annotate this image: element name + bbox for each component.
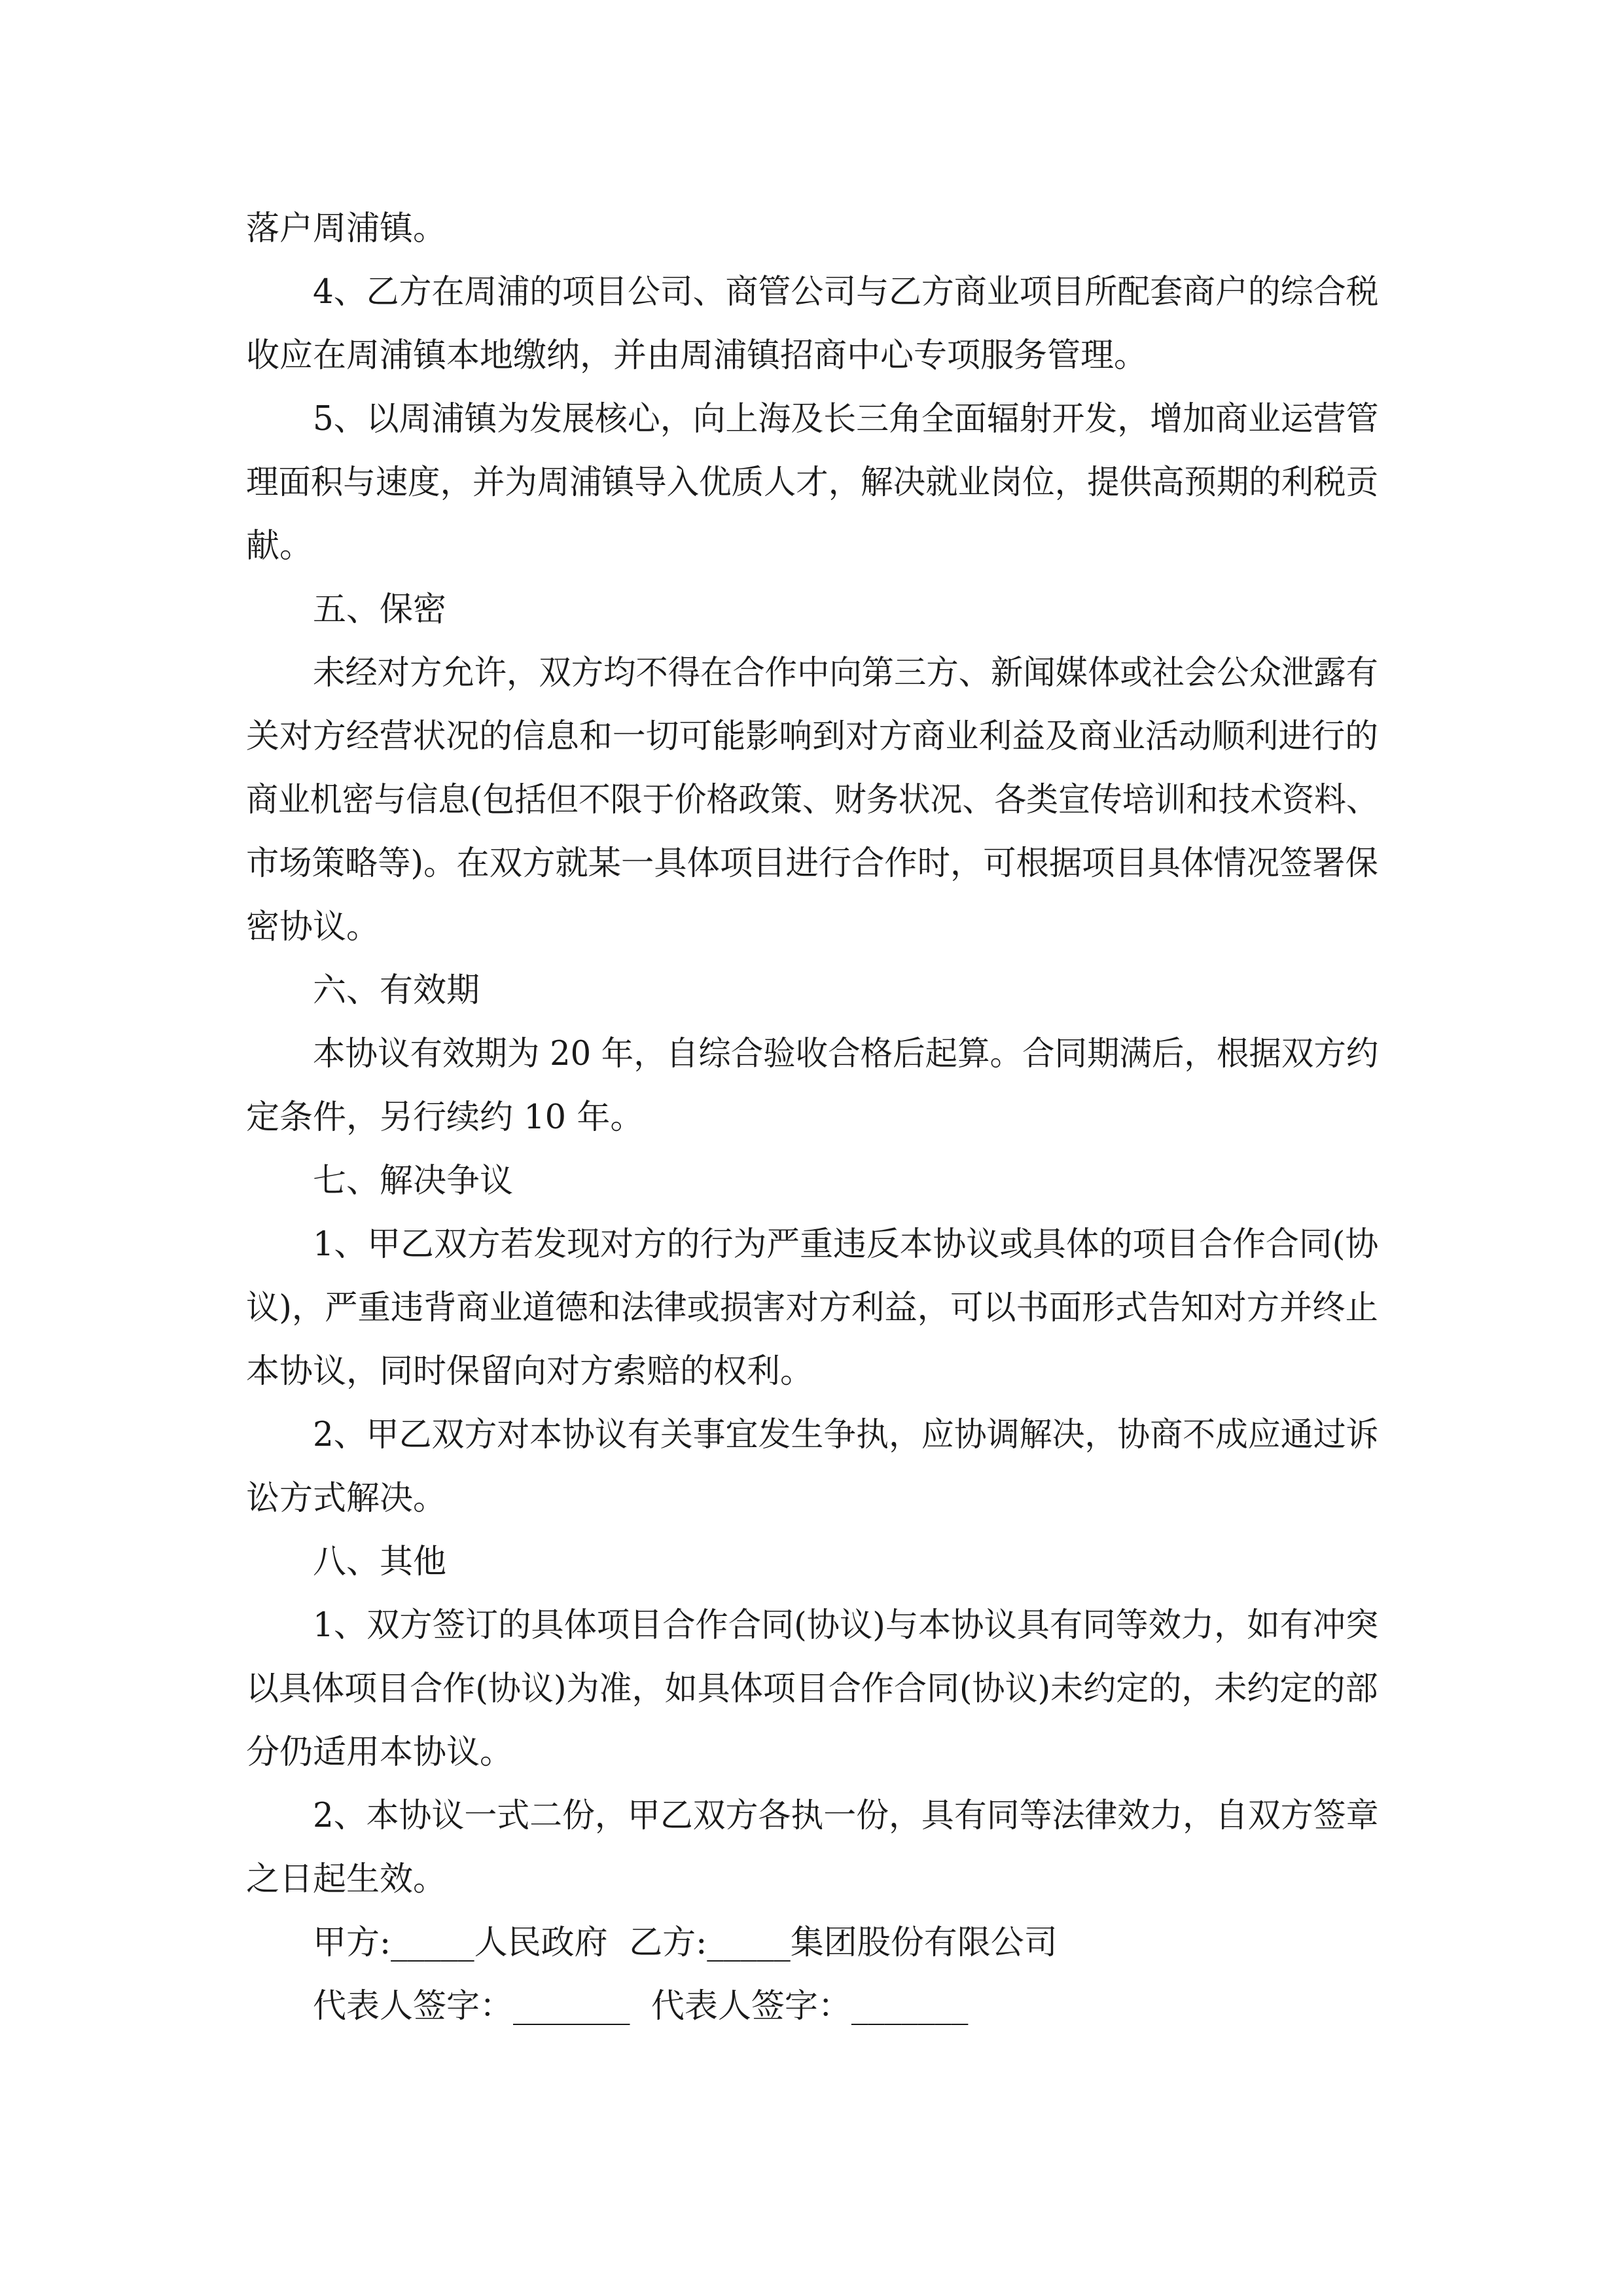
text-line: 分仍适用本协议。 [246, 1733, 514, 1772]
section-heading-confidentiality: 五、保密 [313, 590, 447, 629]
text-line: 之日起生效。 [246, 1860, 447, 1899]
text-line: 市场策略等)。在双方就某一具体项目进行合作时，可根据项目具体情况签署保 [246, 844, 1378, 883]
text-line: 2、本协议一式二份，甲乙双方各执一份，具有同等法律效力，自双方签章 [313, 1797, 1379, 1835]
text-line: 密协议。 [246, 908, 380, 946]
text-line: 献。 [246, 527, 313, 565]
text-line: 本协议，同时保留向对方索赔的权利。 [246, 1352, 814, 1391]
text-line: 定条件，另行续约 10 年。 [246, 1098, 644, 1137]
signature-parties-line: 甲方:_____人民政府 乙方:_____集团股份有限公司 [313, 1924, 1058, 1962]
text-line: 1、双方签订的具体项目合作合同(协议)与本协议具有同等效力，如有冲突 [313, 1606, 1379, 1645]
text-line: 落户周浦镇。 [246, 209, 447, 248]
text-line: 1、甲乙双方若发现对方的行为严重违反本协议或具体的项目合作合同(协 [313, 1225, 1379, 1264]
section-heading-validity: 六、有效期 [313, 971, 480, 1010]
text-line: 理面积与速度，并为周浦镇导入优质人才，解决就业岗位，提供高预期的利税贡 [246, 463, 1379, 502]
section-heading-other: 八、其他 [313, 1543, 447, 1581]
signature-representatives-line: 代表人签字：_______ 代表人签字：_______ [313, 1987, 969, 2026]
text-line: 商业机密与信息(包括但不限于价格政策、财务状况、各类宣传培训和技术资料、 [246, 781, 1378, 819]
text-line: 以具体项目合作(协议)为准，如具体项目合作合同(协议)未约定的，未约定的部 [246, 1670, 1378, 1708]
text-line: 4、乙方在周浦的项目公司、商管公司与乙方商业项目所配套商户的综合税 [313, 273, 1379, 312]
text-line: 5、以周浦镇为发展核心，向上海及长三角全面辐射开发，增加商业运营管 [313, 400, 1379, 439]
text-line: 2、甲乙双方对本协议有关事宜发生争执，应协调解决，协商不成应通过诉 [313, 1416, 1379, 1454]
section-heading-disputes: 七、解决争议 [313, 1162, 514, 1200]
text-line: 关对方经营状况的信息和一切可能影响到对方商业利益及商业活动顺利进行的 [246, 717, 1379, 756]
text-line: 本协议有效期为 20 年，自综合验收合格后起算。合同期满后，根据双方约 [313, 1035, 1379, 1073]
text-line: 讼方式解决。 [246, 1479, 447, 1518]
text-line: 收应在周浦镇本地缴纳，并由周浦镇招商中心专项服务管理。 [246, 336, 1148, 375]
text-line: 未经对方允许，双方均不得在合作中向第三方、新闻媒体或社会公众泄露有 [313, 654, 1378, 692]
text-line: 议)，严重违背商业道德和法律或损害对方利益，可以书面形式告知对方并终止 [246, 1289, 1378, 1327]
